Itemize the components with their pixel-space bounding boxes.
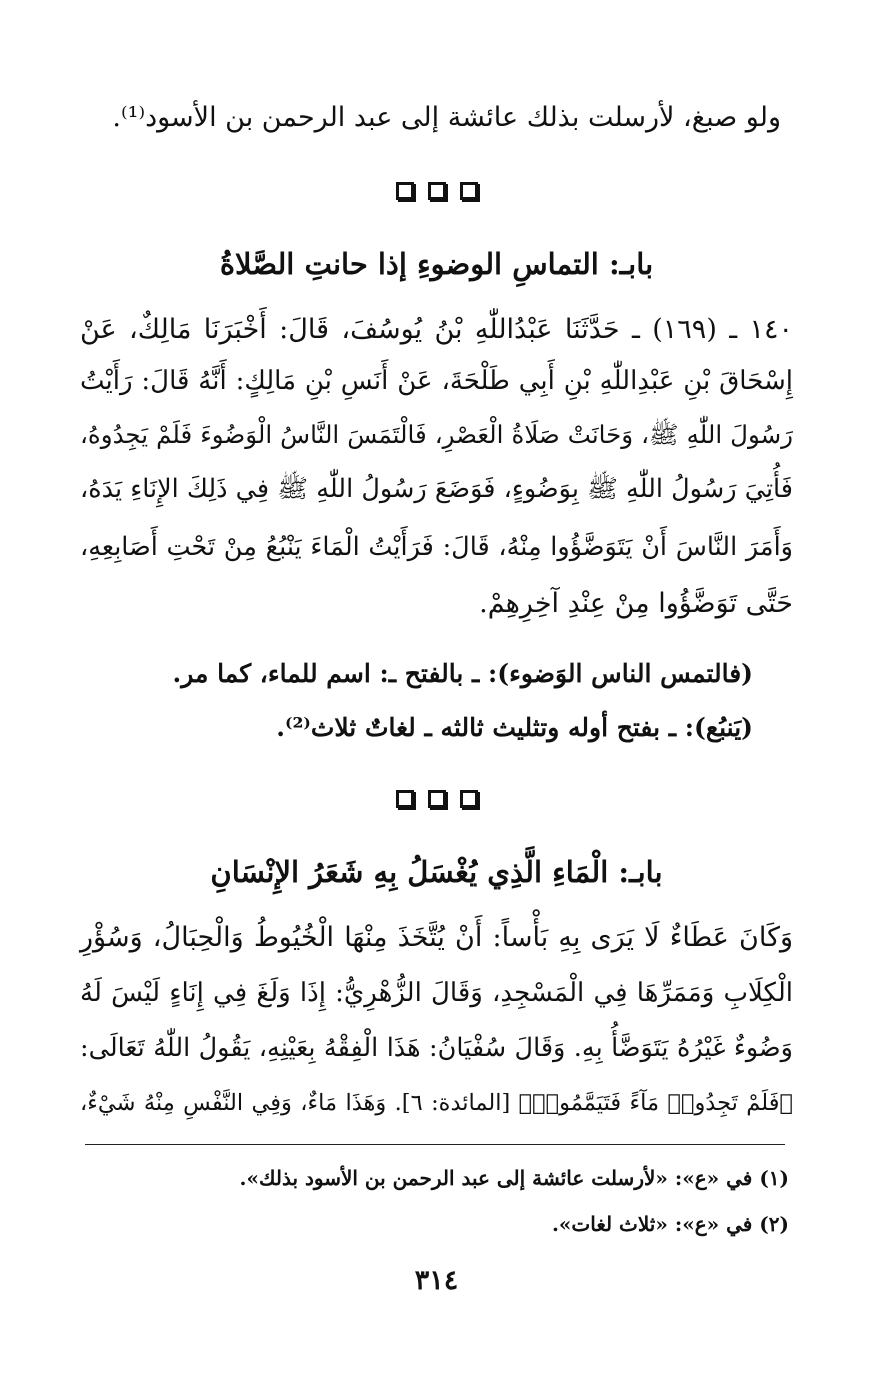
chapter-label: بابـ: [608,247,654,281]
commentary-note: (يَنبُع): ـ بفتح أوله وتثليث ثالثه ـ لغاتٌ ثلاث⁽²⁾. [276,713,753,742]
hadith-line: ١٤٠ ـ (١٦٩) ـ حَدَّثَنَا عَبْدُاللّٰهِ بْنُ يُوسُفَ، قَالَ: أَخْبَرَنَا مَالِكٌ، عَنْ [80,314,794,345]
footnote: (٢) في «ع»: «ثلاث لغات». [551,1212,789,1236]
chapter-title: الْمَاءِ الَّذِي يُغْسَلُ بِهِ شَعَرُ الإِنْسَانِ [210,855,609,889]
footnote-divider [85,1144,785,1145]
section-separator [0,182,873,208]
chapter-text-line: وَضُوءٌ غَيْرُهُ يَتَوَضَّأُ بِهِ. وَقَالَ سُفْيَانُ: هَذَا الْفِقْهُ بِعَيْنِهِ، يَقُولُ اللّٰهُ تَعَالَى: [80,1033,793,1063]
chapter-text-line: وَكَانَ عَطَاءٌ لَا يَرَى بِهِ بَأْساً: أَنْ يُتَّخَذَ مِنْهَا الْخُيُوطُ وَالْحِبَالُ، وَسُؤْرِ [80,922,793,953]
section-separator [0,790,873,816]
chapter-text-line: الْكِلَابِ وَمَمَرِّهَا فِي الْمَسْجِدِ، وَقَالَ الزُّهْرِيُّ: إِذَا وَلَغَ فِي إِنَاءٍ لَيْسَ لَهُ [80,978,793,1008]
square-ornament-icon [428,182,446,200]
square-ornament-icon [396,790,414,808]
chapter-heading [0,242,873,286]
opening-line: ولو صبغ، لأرسلت بذلك عائشة إلى عبد الرحمن بن الأسود⁽¹⁾. [112,102,781,133]
hadith-line: رَسُولَ اللّٰهِ ﷺ، وَحَانَتْ صَلَاةُ الْعَصْرِ، فَالْتَمَسَ النَّاسُ الْوَضُوءَ فَلَمْ يَجِدُوهُ، [80,420,793,449]
chapter-heading [0,850,873,894]
commentary-note: (فالتمس الناس الوَضوء): ـ بالفتح ـ: اسم للماء، كما مر. [172,659,753,688]
square-ornament-icon [460,790,478,808]
hadith-line: وَأَمَرَ النَّاسَ أَنْ يَتَوَضَّؤُوا مِنْهُ، قَالَ: فَرَأَيْتُ الْمَاءَ يَنْبُعُ مِنْ تَحْتِ أَصَابِعِهِ، [80,532,793,562]
footnote: (١) في «ع»: «لأرسلت عائشة إلى عبد الرحمن بن الأسود بذلك». [239,1166,789,1190]
chapter-label: بابـ: [618,855,663,889]
square-ornament-icon [396,182,414,200]
chapter-text-line: ﴿فَلَمْ تَجِدُوا۟ مَآءً فَتَيَمَّمُوا۟﴾ [المائدة: ٦]. وَهَذَا مَاءٌ، وَفِي النَّفْسِ مِنْهُ شَيْءٌ، [80,1090,793,1116]
square-ornament-icon [428,790,446,808]
hadith-line: فَأُتِيَ رَسُولُ اللّٰهِ ﷺ بِوَضُوءٍ، فَوَضَعَ رَسُولُ اللّٰهِ ﷺ فِي ذَلِكَ الإِنَاءِ يَدَهُ، [80,474,793,504]
chapter-title: التماسِ الوضوءِ إذا حانتِ الصَّلاةُ [219,247,599,281]
page-number: ٣١٤ [414,1265,459,1296]
hadith-line: إِسْحَاقَ بْنِ عَبْدِاللّٰهِ بْنِ أَبِي طَلْحَةَ، عَنْ أَنَسِ بْنِ مَالِكٍ: أَنَّهُ قَالَ: رَأَيْتُ [80,366,793,396]
hadith-line: حَتَّى تَوَضَّؤُوا مِنْ عِنْدِ آخِرِهِمْ. [479,588,793,619]
square-ornament-icon [460,182,478,200]
